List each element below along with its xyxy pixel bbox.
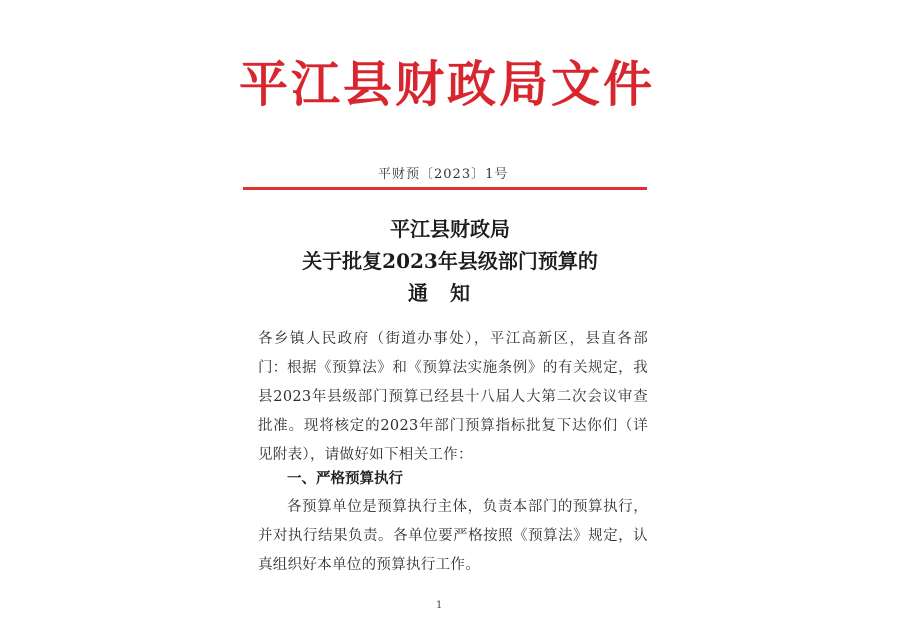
notice-title-line-3: 通知 bbox=[408, 281, 492, 305]
body-paragraph-1: 根据《预算法》和《预算法实施条例》的有关规定，我县2023年县级部门预算已经县十八届人大第二次会议审查批准。现将核定的2023年部门预算指标批复下达你们（详见附表），请做好如下相关工作： bbox=[258, 360, 648, 463]
document-header-title: 平江县财政局文件 bbox=[238, 55, 655, 113]
section-heading-1: 一、严格预算执行 bbox=[287, 471, 403, 487]
notice-title-line-1: 平江县财政局 bbox=[390, 217, 510, 241]
page-number: 1 bbox=[436, 600, 443, 611]
document-number: 平财预〔2023〕1号 bbox=[378, 167, 509, 182]
red-divider-line bbox=[243, 187, 647, 190]
body-paragraph-2: 各预算单位是预算执行主体，负责本部门的预算执行，并对执行结果负责。各单位要严格按照《预算法》规定，认真组织好本单位的预算执行工作。 bbox=[258, 499, 648, 573]
notice-title-line-2: 关于批复2023年县级部门预算的 bbox=[302, 249, 598, 273]
salutation: 各乡镇人民政府（街道办事处），平江高新区，县直各部门： bbox=[258, 331, 648, 376]
